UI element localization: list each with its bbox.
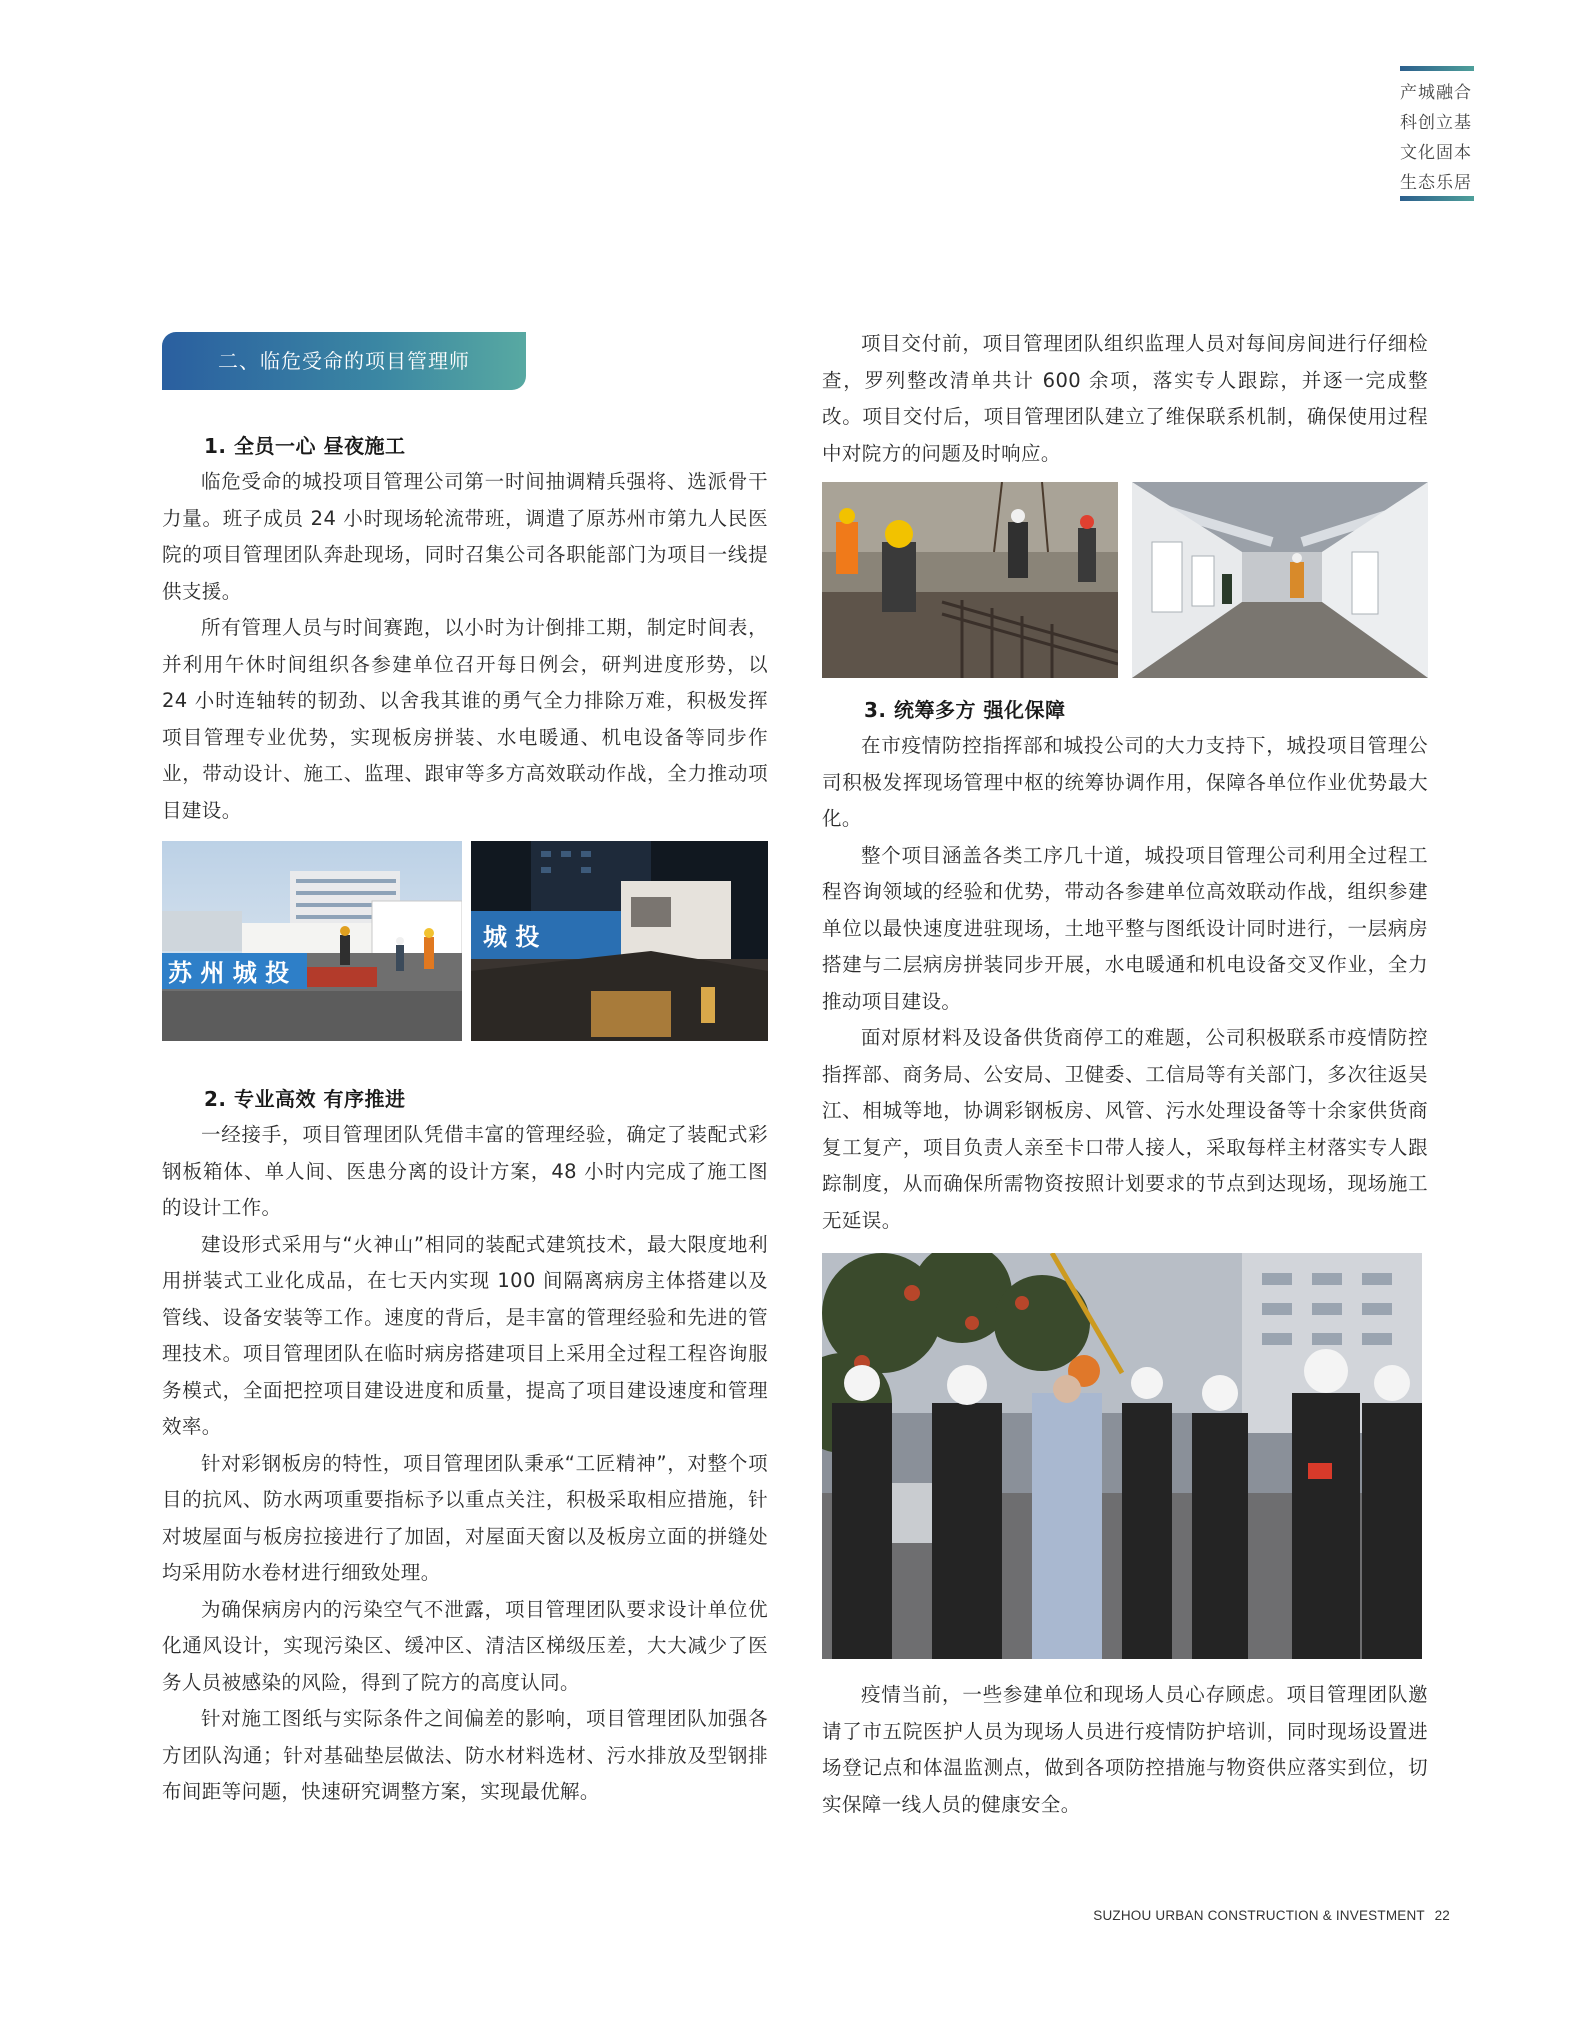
subheading-2: 2. 专业高效 有序推进 [204,1087,406,1111]
subheading-3: 3. 统筹多方 强化保障 [864,698,1066,722]
slogan-top-bar [1400,66,1474,71]
paragraph: 在市疫情防控指挥部和城投公司的大力支持下，城投项目管理公司积极发挥现场管理中枢的统筹协调作用，保障各单位作业优势最大化。 [822,734,1428,830]
paragraph: 针对施工图纸与实际条件之间偏差的影响，项目管理团队加强各方团队沟通；针对基础垫层做法、防水材料选材、污水排放及型钢排布间距等问题，快速研究调整方案，实现最优解。 [162,1707,768,1803]
section-banner: 二、临危受命的项目管理师 [162,332,526,390]
slogan [1400,78,1472,198]
footer-text: SUZHOU URBAN CONSTRUCTION & INVESTMENT [1093,1908,1425,1923]
page-number: 22 [1434,1908,1450,1923]
banner-sign-text: 苏 州 城 投 [168,959,290,987]
slogan-line: 科创立基 [1400,113,1472,133]
right-column [822,326,1428,1823]
left-column [162,332,768,1811]
footer [1070,1908,1450,1923]
paragraph: 整个项目涵盖各类工序几十道，城投项目管理公司利用全过程工程咨询领域的经验和优势，带动各参建单位高效联动作战，组织参建单位以最快速度进驻现场，土地平整与图纸设计同时进行，一层病房搭建与二层病房拼装同步开展，水电暖通和机电设备交叉作业，全力推动项目建设。 [822,843,1428,1013]
night-construction-photo [471,841,768,1041]
photo-row-1 [162,841,768,1041]
subheading-1: 1. 全员一心 昼夜施工 [204,434,406,458]
slogan-line: 文化固本 [1400,143,1472,163]
paragraph: 项目交付前，项目管理团队组织监理人员对每间房间进行仔细检查，罗列整改清单共计 600 余项，落实专人跟踪，并逐一完成整改。项目交付后，项目管理团队建立了维保联系机制，确保使用过程中对院方的问题及时响应。 [822,332,1428,465]
site-inspection-photo [822,1253,1422,1659]
slogan-line: 生态乐居 [1400,173,1472,193]
paragraph: 针对彩钢板房的特性，项目管理团队秉承“工匠精神”，对整个项目的抗风、防水两项重要指标予以重点关注，积极采取相应措施，针对坡屋面与板房拉接进行了加固，对屋面天窗以及板房立面的拼缝处均采用防水卷材进行细致处理。 [162,1451,768,1584]
paragraph: 面对原材料及设备供货商停工的难题，公司积极联系市疫情防控指挥部、商务局、公安局、卫健委、工信局等有关部门，多次往返吴江、相城等地，协调彩钢板房、风管、污水处理设备等十余家供货商复工复产，项目负责人亲至卡口带人接人，采取每样主材落实专人跟踪制度，从而确保所需物资按照计划要求的节点到达现场，现场施工无延误。 [822,1026,1428,1232]
paragraph: 疫情当前，一些参建单位和现场人员心存顾虑。项目管理团队邀请了市五院医护人员为现场人员进行疫情防护培训，同时现场设置进场登记点和体温监测点，做到各项防控措施与物资供应落实到位，切实保障一线人员的健康安全。 [822,1683,1428,1816]
photo-row-2 [822,482,1428,678]
paragraph: 所有管理人员与时间赛跑，以小时为计倒排工期，制定时间表，并利用午休时间组织各参建单位召开每日例会，研判进度形势，以 24 小时连轴转的韧劲、以舍我其谁的勇气全力排除万难，积极发挥项目管理专业优势，实现板房拼装、水电暖通、机电设备等同步作业，带动设计、施工、监理、跟审等多方高效联动作战，全力推动项目建设。 [162,616,768,822]
construction-roof-photo [162,841,462,1041]
slogan-bottom-bar [1400,196,1474,201]
paragraph: 临危受命的城投项目管理公司第一时间抽调精兵强将、选派骨干力量。班子成员 24 小时现场轮流带班，调遣了原苏州市第九人民医院的项目管理团队奔赴现场，同时召集公司各职能部门为项目一线提供支援。 [162,470,768,603]
paragraph: 一经接手，项目管理团队凭借丰富的管理经验，确定了装配式彩钢板箱体、单人间、医患分离的设计方案，48 小时内完成了施工图的设计工作。 [162,1123,768,1219]
paragraph: 建设形式采用与“火神山”相同的装配式建筑技术，最大限度地利用拼装式工业化成品，在七天内实现 100 间隔离病房主体搭建以及管线、设备安装等工作。速度的背后，是丰富的管理经验和先进的管理技术。项目管理团队在临时病房搭建项目上采用全过程工程咨询服务模式，全面把控项目建设进度和质量，提高了项目建设速度和管理效率。 [162,1232,768,1438]
paragraph: 为确保病房内的污染空气不泄露，项目管理团队要求设计单位优化通风设计，实现污染区、缓冲区、清洁区梯级压差，大大减少了医务人员被感染的风险，得到了院方的高度认同。 [162,1597,768,1694]
corridor-ducts-photo [1132,482,1428,678]
slogan-line: 产城融合 [1400,83,1472,103]
banner-sign-text: 城 投 [483,923,540,951]
rebar-workers-photo [822,482,1118,678]
